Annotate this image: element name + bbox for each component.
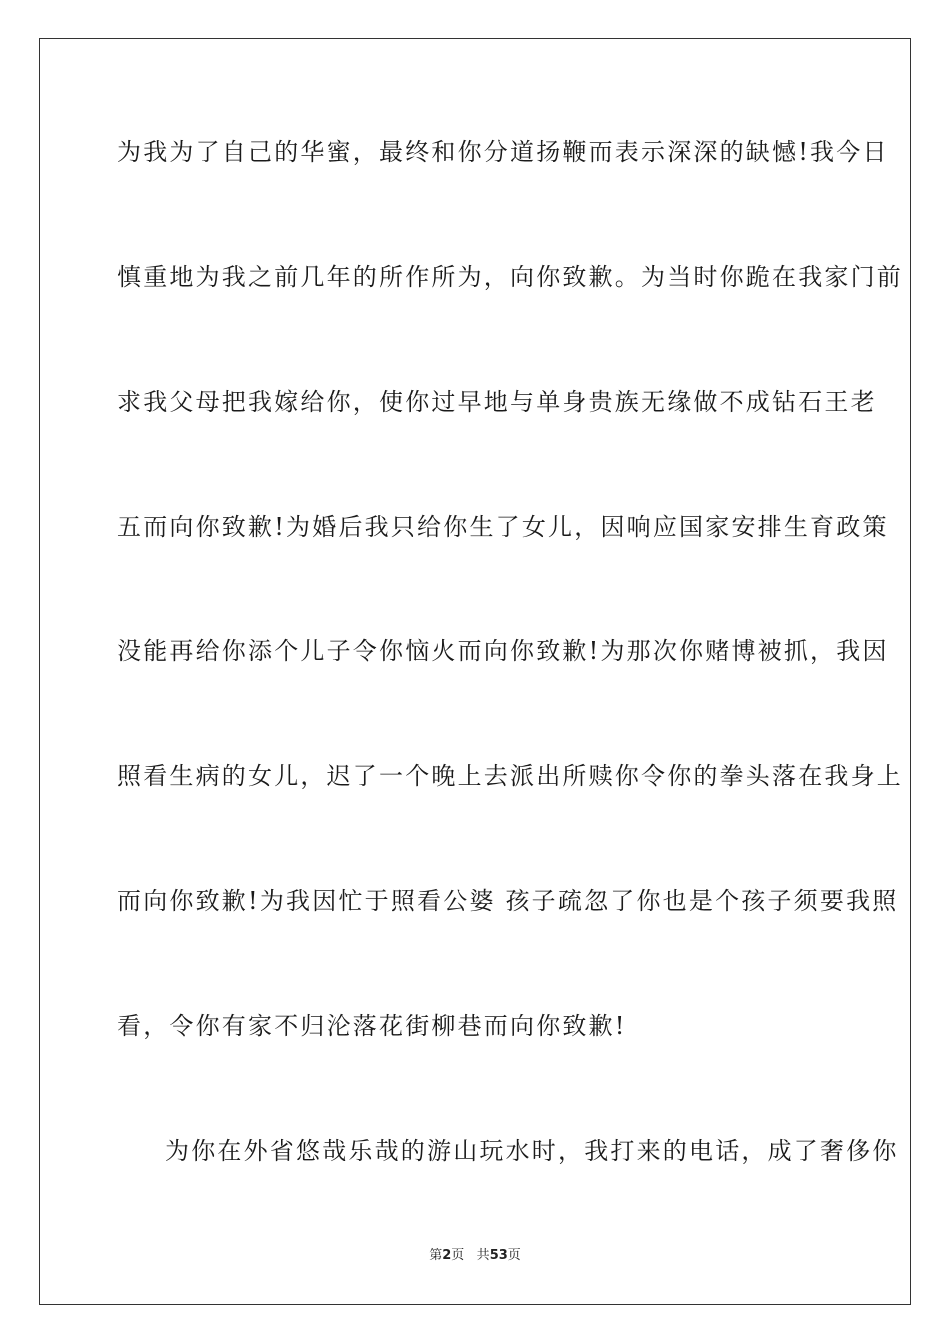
- body-text-line: 五而向你致歉!为婚后我只给你生了女儿，因响应国家安排生育政策: [117, 513, 889, 541]
- total-suffix: 页: [507, 1248, 521, 1263]
- total-pages: 53: [489, 1248, 508, 1263]
- page-footer: [0, 1248, 950, 1264]
- body-text-line: 为我为了自己的华蜜，最终和你分道扬鞭而表示深深的缺憾!我今日: [117, 138, 889, 166]
- body-text-line: 看，令你有家不归沦落花街柳巷而向你致歉!: [117, 1012, 627, 1040]
- page-border: [39, 38, 911, 1305]
- body-text-line: 照看生病的女儿，迟了一个晚上去派出所赎你令你的拳头落在我身上: [117, 762, 903, 790]
- page-number: 2: [442, 1248, 452, 1263]
- body-text-line: 求我父母把我嫁给你，使你过早地与单身贵族无缘做不成钻石王老: [117, 388, 877, 416]
- page-prefix: 第: [429, 1248, 443, 1263]
- page-suffix: 页: [451, 1248, 465, 1263]
- body-text-line: 没能再给你添个儿子令你恼火而向你致歉!为那次你赌博被抓，我因: [117, 637, 889, 665]
- body-text-line: 为你在外省悠哉乐哉的游山玩水时，我打来的电话，成了奢侈你: [165, 1137, 899, 1165]
- body-text-line: 而向你致歉!为我因忙于照看公婆 孩子疏忽了你也是个孩子须要我照: [117, 887, 899, 915]
- body-text-line: 慎重地为我之前几年的所作所为，向你致歉。为当时你跪在我家门前: [117, 263, 903, 291]
- total-prefix: 共: [476, 1248, 490, 1263]
